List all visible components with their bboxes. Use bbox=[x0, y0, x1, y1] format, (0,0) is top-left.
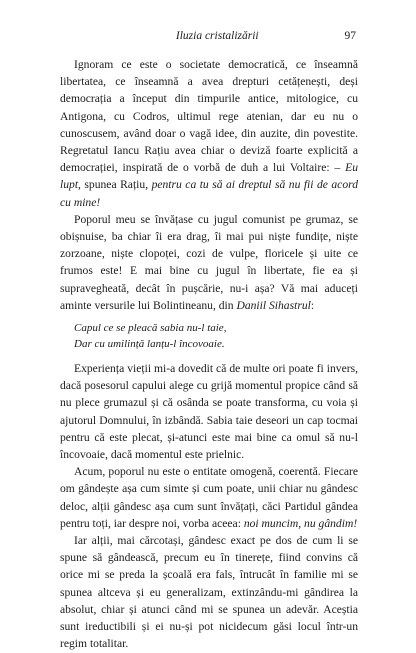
running-header bbox=[60, 30, 356, 42]
page-number: 97 bbox=[344, 30, 356, 42]
paragraph: Iar alții, mai cărcotași, gândesc exact pe dos de cum li se spune să gândească, precum eu în tinerețe, fiind convins că orice mi se preda la școală era fals, întrucât în familie mi se spunea altceva și eu generalizam, extinzându-mi gândirea la absolut, chiar și atunci când mi se spunea un adevăr. Aceștia sunt ireductibili și ei nu-și pot nicidecum găsi locul într-un regim totalitar. bbox=[60, 534, 358, 651]
verse-quote bbox=[74, 320, 358, 352]
paragraph: Experiența vieții mi-a dovedit că de multe ori poate fi invers, dacă posesorul capului alege cu grijă momentul propice când să nu plece grumazul și că osânda se poate transforma, cu voia și ajutorul Domnului, în izbândă. Sabia taie deseori un cap tocmai pentru că este plecat, și-atunci este mai bine ca omul să nu-l încovoaie, dacă momentul este prielnic. bbox=[60, 362, 358, 462]
paragraph: Acum, poporul nu este o entitate omogenă, coerentă. Fiecare om gândește așa cum simte și cum poate, unii chiar nu gândesc deloc, alții gândesc așa cum sunt învățați, căci Partidul gândea pentru toți, iar despre noi, vorba aceea: noi muncim, nu gândim! bbox=[60, 465, 358, 530]
verse-line: Dar cu umilință lanțu-l încovoaie. bbox=[74, 338, 225, 351]
paragraph: Ignoram ce este o societate democratică, ce înseamnă libertatea, ce înseamnă a avea drepturi cetățenești, deși democrația a început din timpurile antice, mitologice, cu Antigona, cu Codros, ultimul rege atenian, dar eu nu o cunoscusem, având doar o vagă idee, din auzite, din povestite. Regretatul Iancu Rațiu avea chiar o deviză foarte explicită a democrației, inspirată de o vorbă de duh a lui Voltaire: – Eu lupt, spunea Rațiu, pentru ca tu să ai dreptul să nu fii de acord cu mine! bbox=[60, 58, 358, 209]
paragraph: Poporul meu se învățase cu jugul comunist pe grumaz, se obișnuise, ba chiar îi era drag, îi mai pui niște fundițe, niște zorzoane, niște clopoței, cozi de vulpe, floricele și uite ce frumos este! E mai bine cu jugul în libertate, fie ea și supravegheată, decât în pușcărie, nu-i așa? Vă mai aduceți aminte versurile lui Bolintineanu, din Daniil Sihastrul: bbox=[60, 212, 358, 312]
page-body bbox=[60, 56, 358, 653]
verse-line: Capul ce se pleacă sabia nu-l taie, bbox=[74, 322, 227, 335]
running-title: Iluzia cristalizării bbox=[175, 30, 259, 42]
